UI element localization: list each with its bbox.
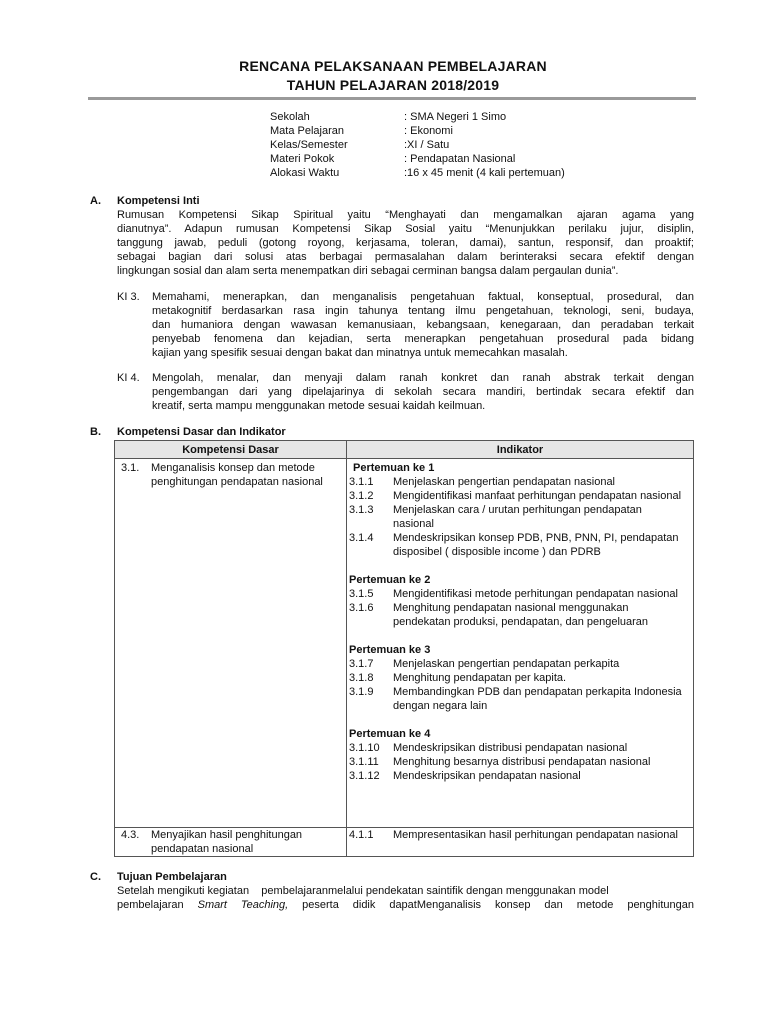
indicator-text: Mendeskripsikan distribusi pendapatan nasional (393, 742, 628, 754)
spacer (349, 559, 693, 573)
core-competence-intro (117, 208, 694, 278)
info-value: :XI / Satu (404, 139, 450, 151)
list-item (349, 489, 693, 503)
document-subtitle: TAHUN PELAJARAN 2018/2019 (286, 77, 500, 93)
spacer (349, 713, 693, 727)
list-item (349, 475, 693, 489)
indicator-text: Menjelaskan pengertian pendapatan perkapita (393, 658, 620, 670)
indicator-code: 3.1.5 (349, 588, 374, 600)
paragraph-line: lingkungan sosial dan alam serta menempatkan diri sebagai cerminan bangsa dalam pergaulan dunia”. (117, 265, 619, 277)
paragraph-line: dianutnya”. Adapun rumusan Kompetensi Sikap Sosial yaitu “Menunjukkan perilaku jujur, disiplin, (117, 223, 694, 235)
info-value: : Pendapatan Nasional (404, 153, 516, 165)
section-c-letter: C. (90, 871, 101, 883)
paragraph-line: metakognitif berdasarkan rasa ingin tahunya tentang ilmu pengetahuan, teknologi, seni, budaya, (152, 305, 694, 317)
identity-block (270, 110, 565, 180)
meeting-title: Pertemuan ke 2 (349, 574, 431, 586)
paragraph-line: Rumusan Kompetensi Sikap Spiritual yaitu “Menghayati dan mengamalkan ajaran agama yang (117, 209, 694, 221)
indicator-code: 3.1.2 (349, 490, 374, 502)
kd-cell (115, 828, 347, 857)
ki3-text (152, 290, 694, 360)
indicator-text: Menghitung pendapatan nasional menggunakan pendekatan produksi, pendapatan, dan pengeluaran (393, 602, 649, 628)
meeting-title: Pertemuan ke 4 (349, 728, 431, 740)
indicator-text: Menghitung besarnya distribusi pendapatan nasional (393, 756, 651, 768)
indicator-cell (347, 459, 694, 828)
paragraph-line: Memahami, menerapkan, dan menganalisis pengetahuan faktual, konseptual, prosedural, dan (152, 291, 694, 303)
info-row-time (270, 166, 565, 180)
paragraph-line: Setelah mengikuti kegiatan pembelajaranmelalui pendekatan saintifik dengan menggunakan model (117, 885, 609, 897)
paragraph-line (117, 898, 694, 912)
indicator-text: Mendeskripsikan konsep PDB, PNB, PNN, PI, pendapatan disposibel ( disposible income ) dan PDRB (393, 532, 679, 558)
learning-objective-text (117, 884, 694, 912)
table-row (115, 459, 694, 828)
model-name: Smart Teaching, (197, 899, 289, 911)
list-item (349, 587, 693, 601)
list-item (349, 531, 693, 559)
indicator-code: 3.1.4 (349, 532, 374, 544)
indicator-text: Menghitung pendapatan per kapita. (393, 672, 567, 684)
indicator-code: 3.1.11 (349, 756, 379, 768)
kd-number: 4.3. (121, 829, 140, 841)
info-label: Materi Pokok (270, 153, 335, 165)
indicator-code: 3.1.8 (349, 672, 374, 684)
paragraph-line: Mengolah, menalar, dan menyaji dalam ranah konkret dan ranah abstrak terkait dengan (152, 372, 694, 384)
indicator-text: Mendeskripsikan pendapatan nasional (393, 770, 581, 782)
indicator-code: 3.1.3 (349, 504, 374, 516)
info-value: : Ekonomi (404, 125, 453, 137)
list-item (349, 657, 693, 671)
indicator-code: 3.1.10 (349, 742, 380, 754)
info-label: Sekolah (270, 111, 310, 123)
section-b-letter: B. (90, 426, 101, 438)
paragraph-text: pembelajaran (117, 899, 198, 911)
document-title: RENCANA PELAKSANAAN PEMBELAJARAN (239, 58, 547, 74)
info-label: Mata Pelajaran (270, 125, 344, 137)
list-item (349, 685, 693, 713)
section-c-title: Tujuan Pembelajaran (117, 871, 227, 883)
indicator-code: 3.1.12 (349, 770, 380, 782)
list-item (349, 828, 693, 842)
paragraph-line: tanggung jawab, peduli (gotong royong, kerjasama, toleran, damai), santun, responsif, dan proaktif; (117, 237, 694, 249)
spacer (349, 629, 693, 643)
info-row-class (270, 138, 565, 152)
info-row-subject (270, 124, 565, 138)
kd-text: Menganalisis konsep dan metode penghitungan pendapatan nasional (151, 462, 323, 488)
column-header-indicator: Indikator (347, 441, 694, 459)
list-item (349, 601, 693, 629)
ki4-number: KI 4. (117, 372, 140, 384)
indicator-text: Mempresentasikan hasil perhitungan pendapatan nasional (393, 829, 678, 841)
indicator-code: 3.1.1 (349, 476, 374, 488)
kd-number: 3.1. (121, 462, 140, 474)
indicator-code: 3.1.7 (349, 658, 374, 670)
paragraph-line: kajian yang spesifik sesuai dengan bakat dan minatnya untuk memecahkan masalah. (152, 347, 568, 359)
column-header-kd: Kompetensi Dasar (115, 441, 347, 459)
paragraph-line: penyebab fenomena dan kejadian, serta menerapkan pengetahuan prosedural pada bidang (152, 333, 694, 345)
section-a-title: Kompetensi Inti (117, 195, 200, 207)
paragraph-line: kreatif, serta mampu menggunakan metode sesuai kaidah keilmuan. (152, 400, 486, 412)
list-item (349, 755, 693, 769)
indicator-cell (347, 828, 694, 857)
table-header-row (115, 441, 694, 459)
title-divider (88, 97, 696, 100)
indicator-text: Menjelaskan cara / urutan perhitungan pendapatan nasional (393, 504, 642, 530)
indicator-code: 3.1.6 (349, 602, 374, 614)
info-row-topic (270, 152, 565, 166)
indicator-text: Mengidentifikasi metode perhitungan pendapatan nasional (393, 588, 678, 600)
list-item (349, 671, 693, 685)
info-label: Kelas/Semester (270, 139, 348, 151)
paragraph-text: peserta didik dapatMenganalisis konsep dan metode penghitungan (288, 899, 694, 911)
kd-cell (115, 459, 347, 828)
meeting-title: Pertemuan ke 1 (353, 462, 435, 474)
paragraph-line: dan humaniora dengan wawasan kemanusiaan, kebangsaan, kenegaraan, dan peradaban terkait (152, 319, 694, 331)
info-row-school (270, 110, 565, 124)
indicator-code: 4.1.1 (349, 829, 374, 841)
info-value: :16 x 45 menit (4 kali pertemuan) (404, 167, 565, 179)
competence-indicator-table (114, 440, 694, 857)
list-item (349, 769, 693, 783)
meeting-title: Pertemuan ke 3 (349, 644, 431, 656)
indicator-text: Mengidentifikasi manfaat perhitungan pendapatan nasional (393, 490, 682, 502)
section-a-letter: A. (90, 195, 101, 207)
kd-text: Menyajikan hasil penghitungan pendapatan nasional (151, 829, 303, 855)
indicator-text: Menjelaskan pengertian pendapatan nasional (393, 476, 616, 488)
info-label: Alokasi Waktu (270, 167, 340, 179)
indicator-text: Membandingkan PDB dan pendapatan perkapita Indonesia dengan negara lain (393, 686, 682, 712)
table-row (115, 828, 694, 857)
ki4-text (152, 371, 694, 413)
list-item (349, 741, 693, 755)
ki3-number: KI 3. (117, 291, 140, 303)
paragraph-line: sebagai bagian dari solusi atas berbagai permasalahan dalam berinteraksi secara efektif dengan (117, 251, 694, 263)
paragraph-line: pengembangan dari yang dipelajarinya di sekolah secara mandiri, bertindak secara efektif dan (152, 386, 694, 398)
info-value: : SMA Negeri 1 Simo (404, 111, 507, 123)
section-b-title: Kompetensi Dasar dan Indikator (117, 426, 286, 438)
list-item (349, 503, 693, 531)
indicator-code: 3.1.9 (349, 686, 374, 698)
